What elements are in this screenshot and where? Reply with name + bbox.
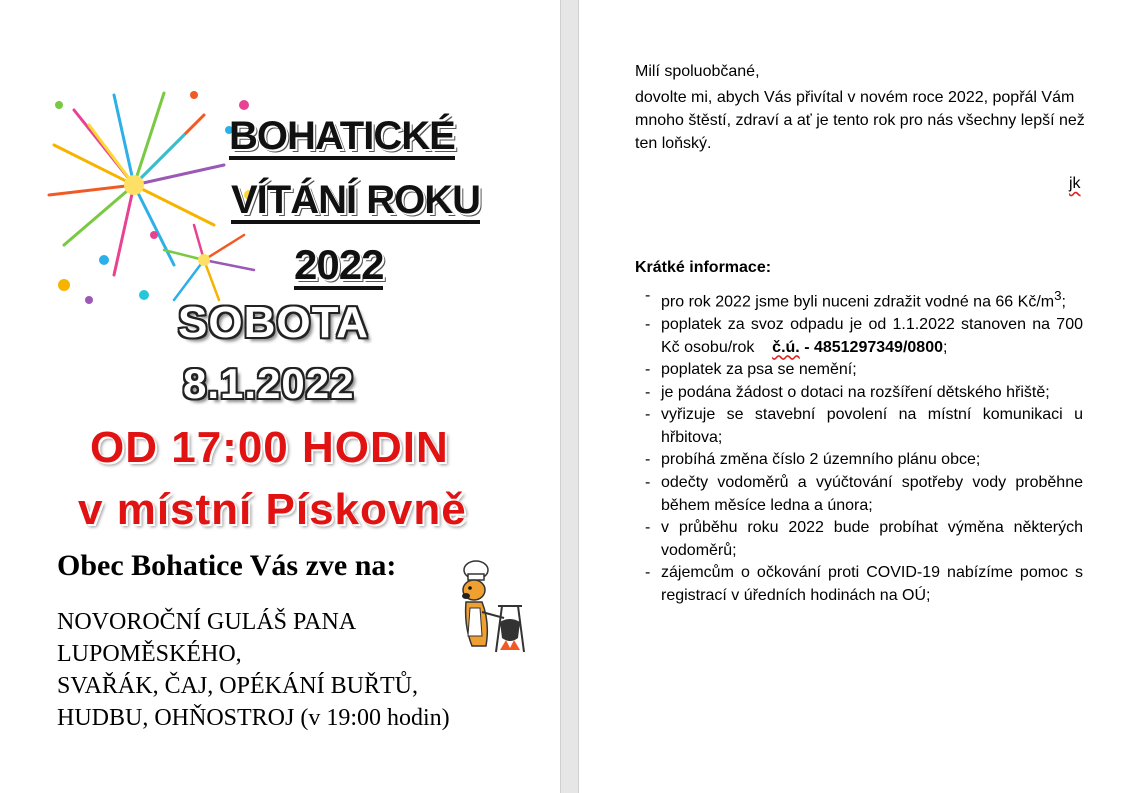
program-line: NOVOROČNÍ GULÁŠ PANA: [57, 609, 357, 635]
document-page-left: [0, 0, 560, 793]
invite-heading: Obec Bohatice Vás zve na:: [57, 549, 397, 582]
bullet-dash: -: [645, 361, 651, 379]
info-list: [645, 285, 1083, 608]
bullet-dash: -: [645, 383, 651, 401]
program-line: HUDBU, OHŇOSTROJ (v 19:00 hodin): [57, 705, 450, 731]
event-title-line-1: BOHATICKÉ: [229, 114, 455, 158]
list-item: - poplatek za svoz odpadu je od 1.1.2022 stanoven na 700 Kč osobu/rok č.ú. - 4851297349/0800;: [645, 315, 1083, 356]
bullet-dash: -: [645, 406, 651, 424]
list-item: - vyřizuje se stavební povolení na místní komunikaci u hřbitova;: [645, 406, 1083, 446]
firework-burst-small: [164, 225, 254, 300]
list-item: - poplatek za psa se nemění;: [645, 359, 1083, 382]
bullet-dash: -: [645, 451, 651, 469]
list-item: - je podána žádost o dotaci na rozšíření dětského hřiště;: [645, 382, 1083, 405]
account-label: č.ú.: [772, 338, 800, 356]
event-day: SOBOTA: [178, 298, 369, 347]
greeting: Milí spoluobčané,: [635, 63, 760, 80]
info-heading: Krátké informace:: [635, 259, 772, 276]
event-time: OD 17:00 HODIN: [90, 423, 449, 472]
list-item: - pro rok 2022 jsme byli nuceni zdražit vodné na 66 $Kč/m^3$;: [645, 287, 1066, 311]
bullet-dash: -: [645, 474, 651, 492]
bullet-dash: -: [645, 287, 651, 304]
cook-dog-icon: [446, 556, 530, 656]
event-date: 8.1.2022: [183, 360, 355, 407]
account-number: - 4851297349/0800: [804, 338, 943, 356]
bullet-dash: -: [645, 315, 651, 333]
bullet-dash: -: [645, 564, 651, 582]
list-item: - zájemcům o očkování proti COVID-19 nabízíme pomoc s registrací v úředních hodinách na OÚ;: [645, 564, 1083, 605]
list-item: - probíhá změna číslo 2 územního plánu obce;: [645, 449, 1083, 472]
list-item: - v průběhu roku 2022 bude probíhat výměna některých vodoměrů;: [645, 519, 1083, 559]
firework-burst-large: [49, 93, 224, 275]
event-place: v místní Pískovně: [78, 485, 467, 534]
event-title-line-2: VÍTÁNÍ ROKU: [231, 178, 480, 222]
event-title-year: 2022: [294, 241, 384, 288]
list-item: - odečty vodoměrů a vyúčtování spotřeby vody proběhne během měsíce ledna a února;: [645, 474, 1083, 514]
bullet-dash: -: [645, 519, 651, 537]
intro-paragraph: dovolte mi, abych Vás přivítal v novém roce 2022, popřál Vám mnoho štěstí, zdraví a ať je tento rok pro nás všechny lepší než ten loňský.: [635, 89, 1085, 152]
signature: jk: [1069, 175, 1081, 192]
document-page-right: [579, 0, 1139, 793]
program-line: LUPOMĚSKÉHO,: [57, 641, 242, 667]
program-line: SVAŘÁK, ČAJ, OPÉKÁNÍ BUŘTŮ,: [57, 673, 418, 699]
